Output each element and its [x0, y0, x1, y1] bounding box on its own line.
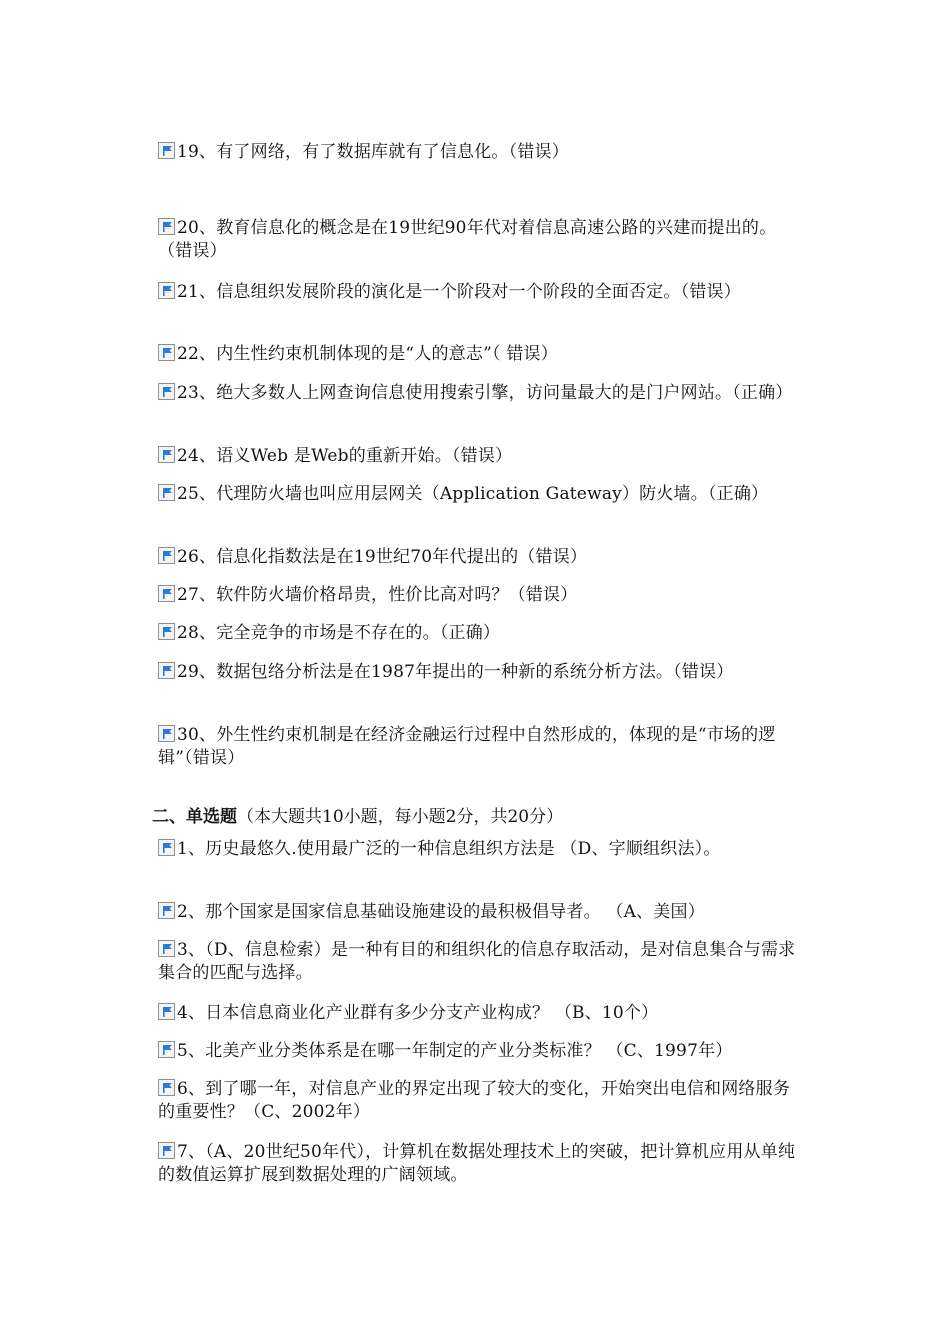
judgement-item-text: 19、有了网络，有了数据库就有了信息化。（错误）: [177, 142, 569, 162]
flag-icon: [158, 218, 175, 235]
choice-item-text: 5、北美产业分类体系是在哪一年制定的产业分类标准？ （C、1997年）: [177, 1041, 733, 1061]
section-heading: [152, 806, 563, 829]
flag-icon: [158, 383, 175, 400]
judgement-item-text: 25、代理防火墙也叫应用层网关（Application Gateway）防火墙。（正确）: [177, 484, 769, 504]
flag-icon: [158, 623, 175, 640]
flag-icon: [158, 142, 175, 159]
list-item: [158, 939, 798, 985]
flag-icon: [158, 662, 175, 679]
flag-icon: [158, 484, 175, 501]
list-item: [158, 584, 798, 607]
list-item: [158, 661, 798, 684]
choice-item-text: 7、（A、20世纪50年代），计算机在数据处理技术上的突破，把计算机应用从单纯的数值运算扩展到数据处理的广阔领域。: [158, 1142, 796, 1185]
judgement-item-text: 23、绝大多数人上网查询信息使用搜索引擎，访问量最大的是门户网站。（正确）: [177, 383, 793, 403]
choice-item-text: 2、那个国家是国家信息基础设施建设的最积极倡导者。 （A、美国）: [177, 902, 705, 922]
list-item: [158, 1040, 798, 1063]
flag-icon: [158, 547, 175, 564]
judgement-item-text: 27、软件防火墙价格昂贵，性价比高对吗？（错误）: [177, 585, 578, 605]
list-item: [158, 901, 798, 924]
flag-icon: [158, 725, 175, 742]
choice-item-text: 1、历史最悠久.使用最广泛的一种信息组织方法是 （D、字顺组织法）。: [177, 839, 721, 859]
flag-icon: [158, 585, 175, 602]
flag-icon: [158, 1142, 175, 1159]
flag-icon: [158, 902, 175, 919]
judgement-item-text: 21、信息组织发展阶段的演化是一个阶段对一个阶段的全面否定。（错误）: [177, 282, 741, 302]
judgement-item-text: 29、数据包络分析法是在1987年提出的一种新的系统分析方法。（错误）: [177, 662, 734, 682]
judgement-item-text: 22、内生性约束机制体现的是“人的意志”（ 错误）: [177, 344, 558, 364]
list-item: [158, 217, 798, 263]
flag-icon: [158, 344, 175, 361]
list-item: [158, 724, 798, 770]
judgement-item-text: 20、教育信息化的概念是在19世纪90年代对着信息高速公路的兴建而提出的。（错误）: [158, 218, 777, 261]
judgement-item-text: 30、外生性约束机制是在经济金融运行过程中自然形成的，体现的是“市场的逻辑”（错误）: [158, 725, 776, 768]
flag-icon: [158, 839, 175, 856]
section-note: （本大题共10小题，每小题2分，共20分）: [237, 807, 564, 827]
list-item: [158, 1078, 798, 1124]
list-item: [158, 343, 798, 366]
choice-item-text: 6、到了哪一年，对信息产业的界定出现了较大的变化，开始突出电信和网络服务的重要性？（C、2002年）: [158, 1079, 791, 1122]
judgement-item-text: 28、完全竞争的市场是不存在的。（正确）: [177, 623, 501, 643]
list-item: [158, 1141, 798, 1187]
list-item: [158, 838, 798, 861]
judgement-item-text: 24、语义Web 是Web的重新开始。（错误）: [177, 446, 513, 466]
list-item: [158, 1002, 798, 1025]
flag-icon: [158, 1079, 175, 1096]
list-item: [158, 546, 798, 569]
list-item: [158, 445, 798, 468]
list-item: [158, 382, 798, 405]
flag-icon: [158, 446, 175, 463]
list-item: [158, 141, 798, 164]
judgement-item-text: 26、信息化指数法是在19世纪70年代提出的（错误）: [177, 547, 588, 567]
choice-item-text: 4、日本信息商业化产业群有多少分支产业构成？ （B、10个）: [177, 1003, 659, 1023]
list-item: [158, 281, 798, 304]
flag-icon: [158, 1003, 175, 1020]
list-item: [158, 622, 798, 645]
flag-icon: [158, 940, 175, 957]
section-title: 二、单选题: [152, 807, 237, 827]
choice-item-text: 3、（D、信息检索）是一种有目的和组织化的信息存取活动，是对信息集合与需求集合的匹配与选择。: [158, 940, 796, 983]
flag-icon: [158, 282, 175, 299]
list-item: [158, 483, 798, 506]
flag-icon: [158, 1041, 175, 1058]
